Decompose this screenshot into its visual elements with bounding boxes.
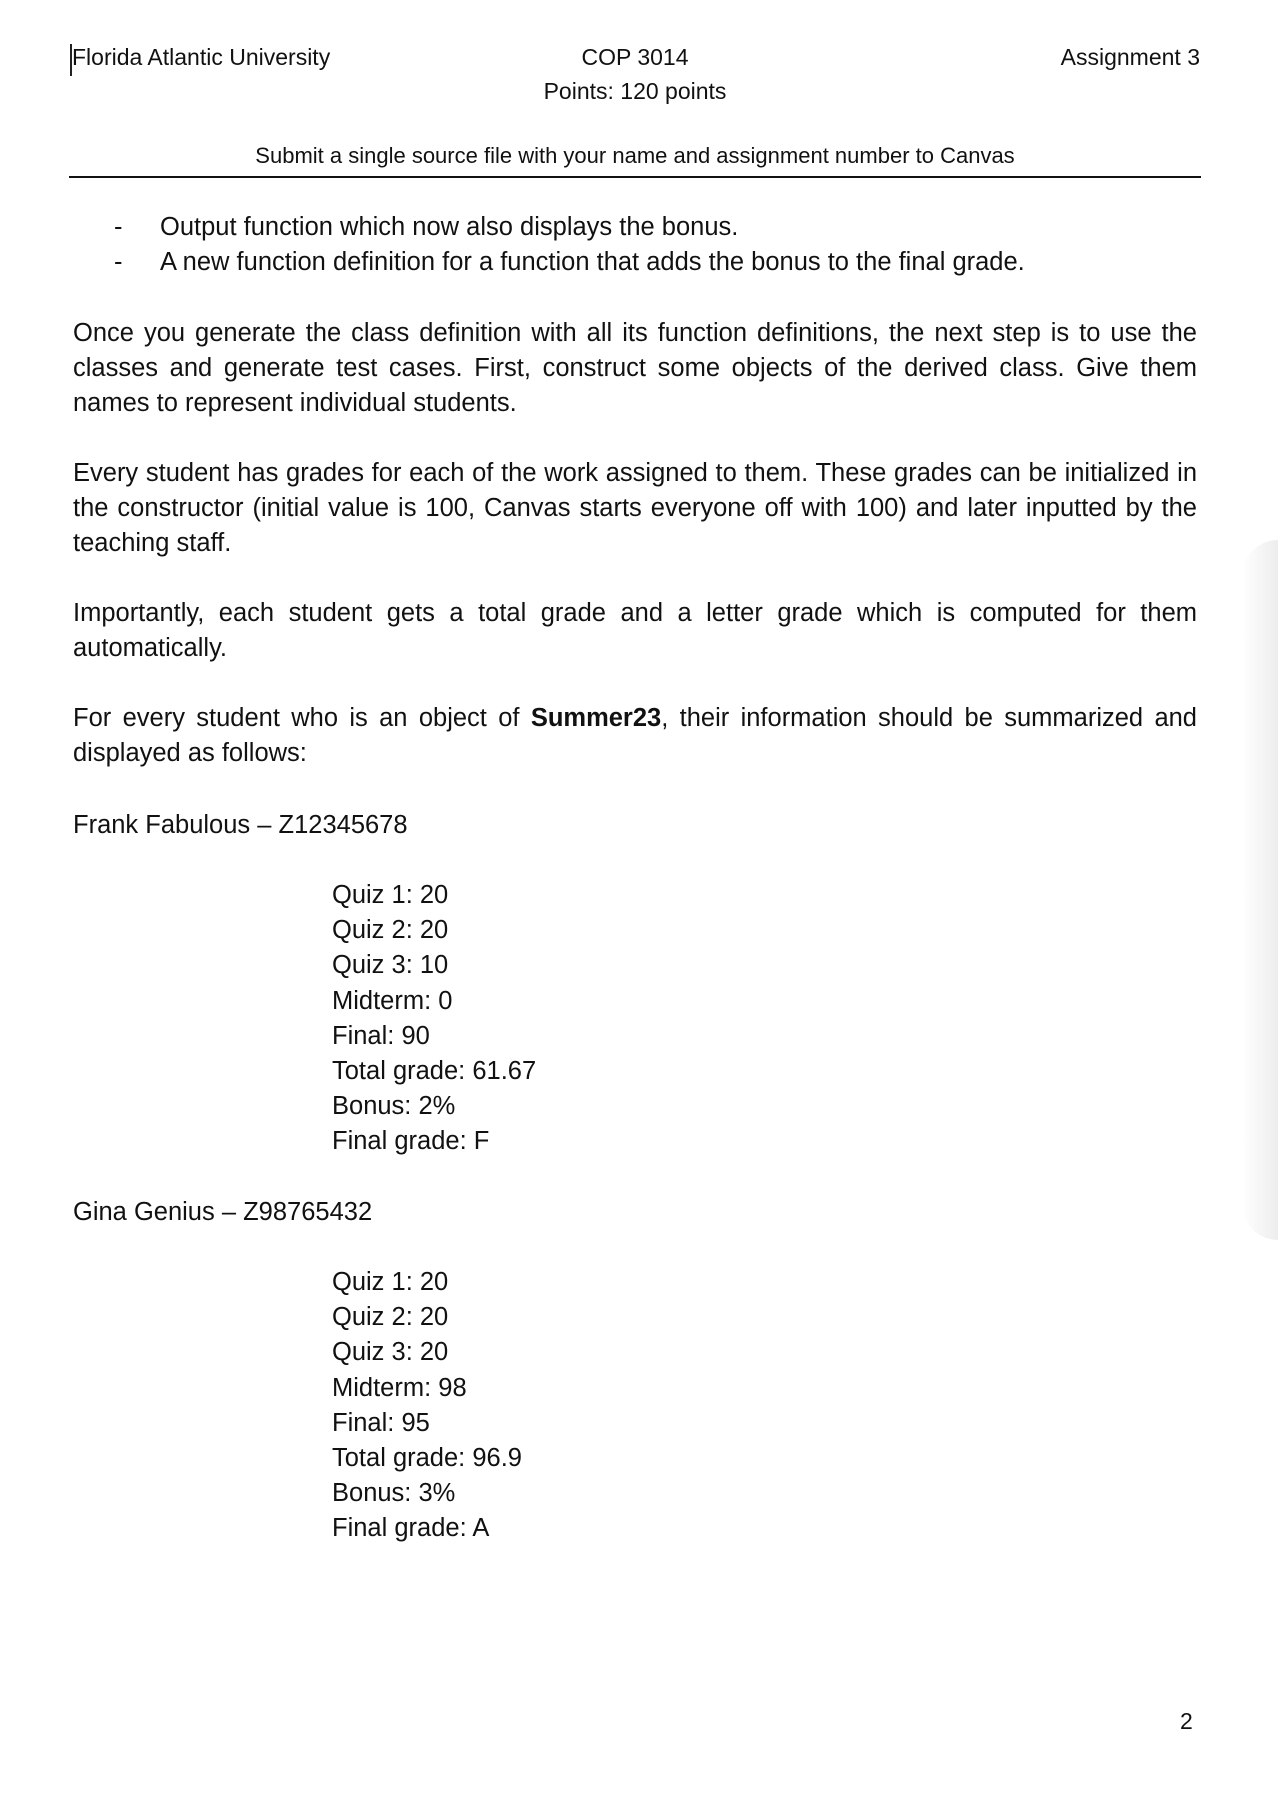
grade-line: Quiz 1: 20 — [332, 881, 449, 909]
bullet-item — [108, 210, 1208, 245]
header-university: Florida Atlantic University — [72, 44, 331, 70]
student-name: Frank Fabulous – Z12345678 — [73, 811, 408, 839]
class-name-bold: Summer23 — [530, 704, 662, 732]
bullet-dash: - — [114, 213, 123, 241]
grade-line: Midterm: 0 — [332, 986, 453, 1015]
grade-line: Quiz 3: 10 — [332, 951, 449, 980]
grade-line: Total grade: 96.9 — [332, 1444, 522, 1473]
header-course: COP 3014 — [581, 44, 689, 70]
grade-line: Total grade: 61.67 — [332, 1057, 537, 1086]
grade-line: Quiz 2: 20 — [332, 1303, 449, 1332]
grade-line: Midterm: 98 — [332, 1373, 467, 1402]
paragraph-total-grade: Importantly, each student gets a total grade and a letter grade which is computed for them automatically. — [73, 599, 1197, 662]
grade-line: Final grade: A — [332, 1514, 490, 1543]
grade-line: Quiz 3: 20 — [332, 1338, 449, 1367]
bullet-text: A new function definition for a function that adds the bonus to the final grade. — [160, 248, 1025, 276]
paragraph-test-cases: Once you generate the class definition with all its function definitions, the next step is to use the classes and generate test cases. First, construct some objects of the derived class. Give them names to represent individual students. — [73, 319, 1197, 417]
grade-line: Bonus: 2% — [332, 1092, 456, 1121]
summary-text-before: For every student who is an object of — [73, 704, 531, 732]
grade-line: Final: 95 — [332, 1408, 430, 1437]
header-divider — [69, 176, 1201, 178]
bullet-text: Output function which now also displays the bonus. — [160, 213, 739, 241]
student-grade-list — [332, 878, 536, 1160]
grade-line: Quiz 1: 20 — [332, 1268, 449, 1296]
grade-line: Final grade: F — [332, 1127, 490, 1156]
page-header — [70, 44, 1200, 78]
grade-line: Final: 90 — [332, 1021, 430, 1050]
header-points: Points: 120 points — [543, 78, 727, 104]
paragraph-summary — [73, 701, 1197, 771]
grade-line: Quiz 2: 20 — [332, 916, 449, 945]
page-edge-shadow — [1242, 540, 1278, 1240]
bullet-list — [108, 210, 1208, 280]
summary-text-after: , their information should be summarized and displayed as follows: — [73, 704, 1197, 767]
header-assignment: Assignment 3 — [1060, 44, 1200, 70]
paragraph-grades: Every student has grades for each of the work assigned to them. These grades can be initialized in the constructor (initial value is 100, Canvas starts everyone off with 100) and later inputted by the teaching staff. — [73, 459, 1197, 557]
bullet-dash: - — [114, 248, 123, 276]
submit-note: Submit a single source file with your name and assignment number to Canvas — [255, 143, 1015, 168]
student-grade-list — [332, 1265, 522, 1547]
page-number: 2 — [1180, 1708, 1193, 1734]
grade-line: Bonus: 3% — [332, 1479, 456, 1508]
student-name: Gina Genius – Z98765432 — [73, 1198, 373, 1226]
bullet-item — [108, 245, 1208, 280]
